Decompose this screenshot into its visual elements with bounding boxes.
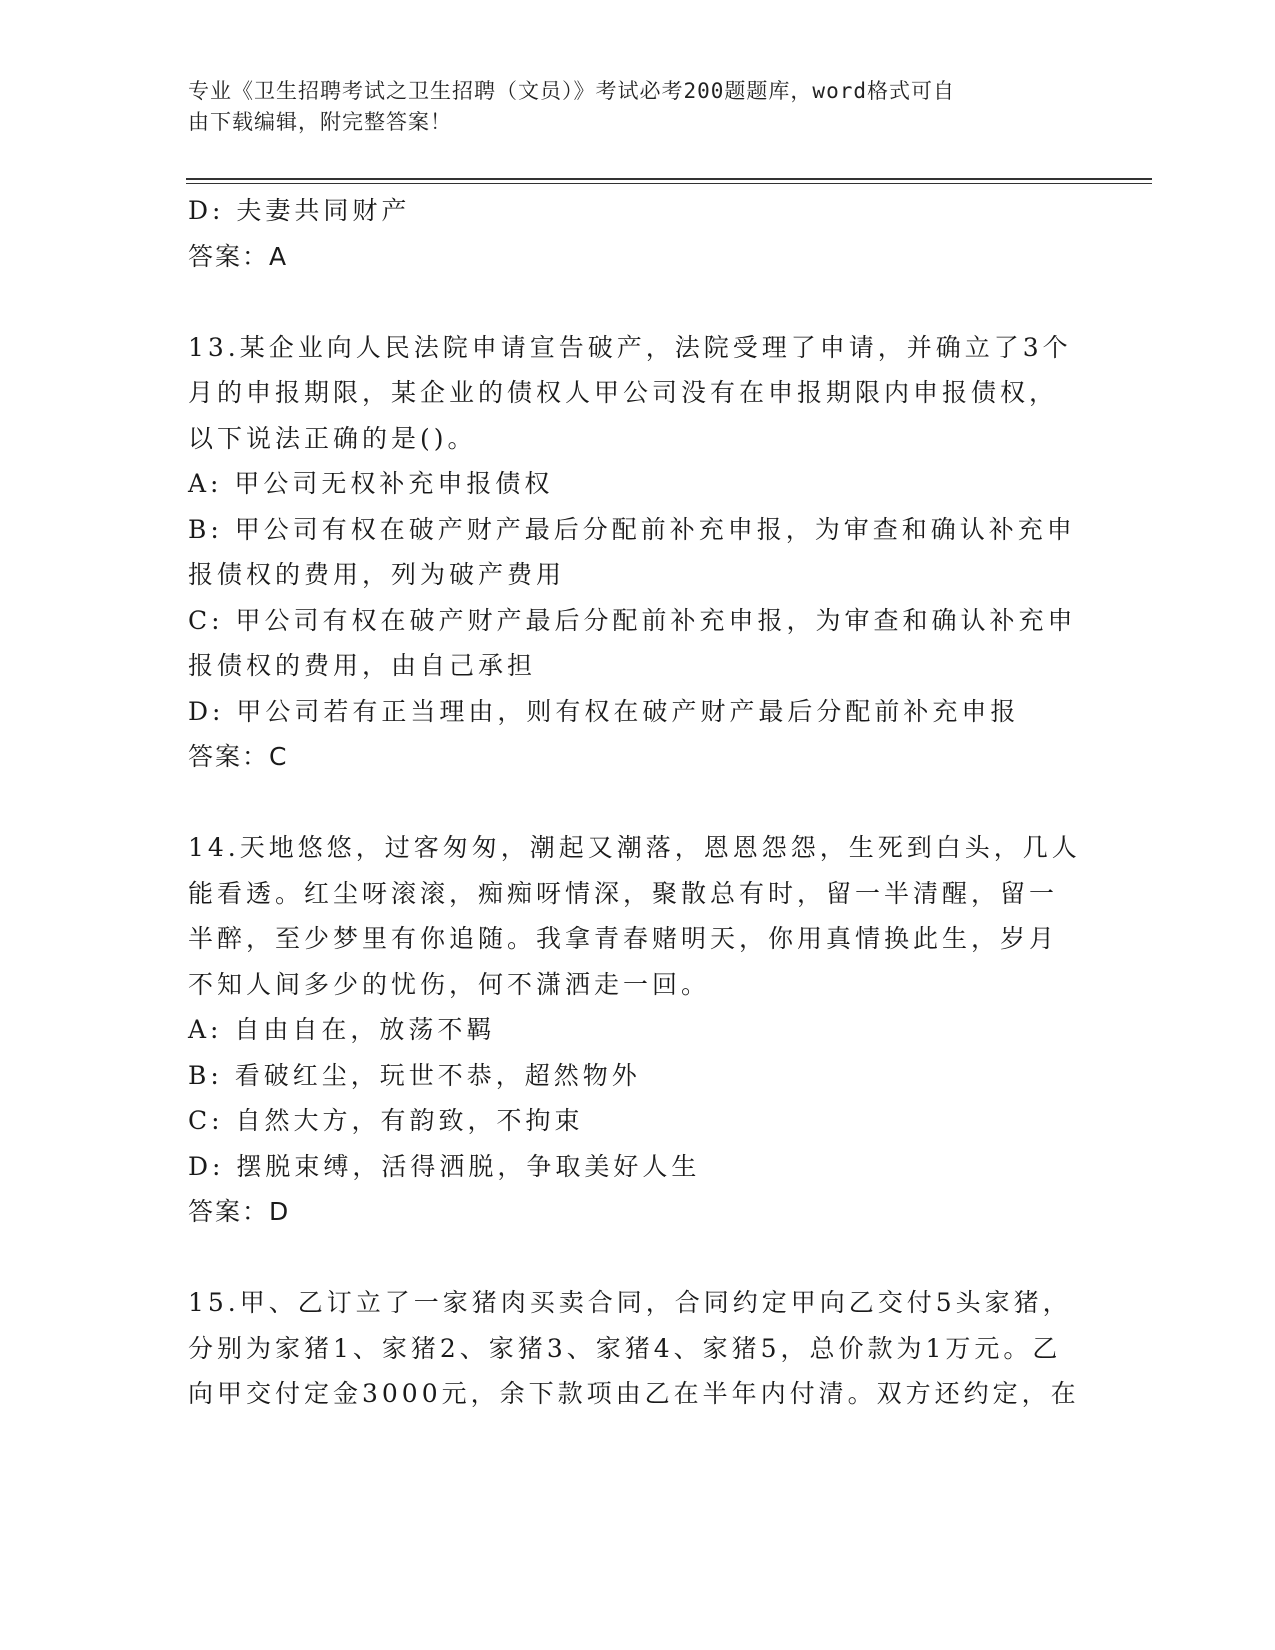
question-stem-line: 15.甲、乙订立了一家猪肉买卖合同，合同约定甲向乙交付5头家猪，	[188, 1288, 1072, 1317]
question-spacer	[188, 780, 1078, 826]
answer-value: C	[269, 742, 289, 771]
header-line-2: 由下载编辑，附完整答案！	[188, 110, 452, 134]
question-stem-line: 分别为家猪1、家猪2、家猪3、家猪4、家猪5，总价款为1万元。乙	[188, 1333, 1062, 1363]
answer-line	[188, 234, 1078, 280]
question-stem-line: 向甲交付定金3000元，余下款项由乙在半年内付清。双方还约定，在	[188, 1379, 1080, 1408]
question-14	[188, 825, 1081, 1235]
option-b: B: 看破红尘，玩世不恭，超然物外	[188, 1060, 641, 1090]
option-b-continued: 报债权的费用，列为破产费用	[188, 560, 566, 589]
option-c-continued: 报债权的费用，由自己承担	[188, 651, 537, 680]
question-15	[188, 1280, 1078, 1417]
option-a: A: 甲公司无权补充申报债权	[188, 469, 554, 498]
option-d: D: 夫妻共同财产	[188, 196, 411, 225]
question-stem-line: 能看透。红尘呀滚滚，痴痴呀情深，聚散总有时，留一半清醒，留一	[188, 878, 1059, 908]
option-b: B: 甲公司有权在破产财产最后分配前补充申报，为审查和确认补充申	[188, 514, 1076, 544]
question-spacer	[188, 279, 1078, 325]
answer-line	[188, 1189, 1078, 1235]
answer-line	[188, 734, 1078, 780]
answer-label: 答案：	[188, 1197, 270, 1226]
answer-label: 答案：	[188, 241, 270, 271]
page-header	[188, 76, 1068, 138]
question-stem-line: 不知人间多少的忧伤，何不潇洒走一回。	[188, 969, 711, 999]
answer-value: A	[269, 241, 289, 271]
question-13	[188, 325, 1078, 780]
option-c: C: 自然大方，有韵致，不拘束	[188, 1106, 584, 1135]
answer-label: 答案：	[188, 742, 270, 771]
option-d: D: 甲公司若有正当理由，则有权在破产财产最后分配前补充申报	[188, 696, 1020, 726]
question-list	[188, 188, 1081, 1417]
question-stem-line: 半醉，至少梦里有你追随。我拿青春赌明天，你用真情换此生，岁月	[188, 924, 1059, 953]
option-a: A: 自由自在，放荡不羁	[188, 1015, 496, 1044]
header-line-1: 专业《卫生招聘考试之卫生招聘（文员）》考试必考200题题库，word格式可自	[188, 79, 955, 103]
question-12-tail	[188, 188, 1078, 279]
option-c: C: 甲公司有权在破产财产最后分配前补充申报，为审查和确认补充申	[188, 605, 1077, 635]
question-stem-line: 月的申报期限，某企业的债权人甲公司没有在申报期限内申报债权，	[188, 378, 1059, 407]
header-rule-thick	[186, 178, 1152, 180]
header-rule-thin	[186, 183, 1152, 184]
option-d: D: 摆脱束缚，活得洒脱，争取美好人生	[188, 1151, 701, 1181]
question-stem-line: 14.天地悠悠，过客匆匆，潮起又潮落，恩恩怨怨，生死到白头，几人	[188, 833, 1081, 862]
question-spacer	[188, 1235, 1078, 1281]
question-stem-line: 以下说法正确的是()。	[188, 423, 477, 453]
question-stem-line: 13.某企业向人民法院申请宣告破产，法院受理了申请，并确立了3个	[188, 332, 1072, 362]
answer-value: D	[269, 1197, 291, 1226]
